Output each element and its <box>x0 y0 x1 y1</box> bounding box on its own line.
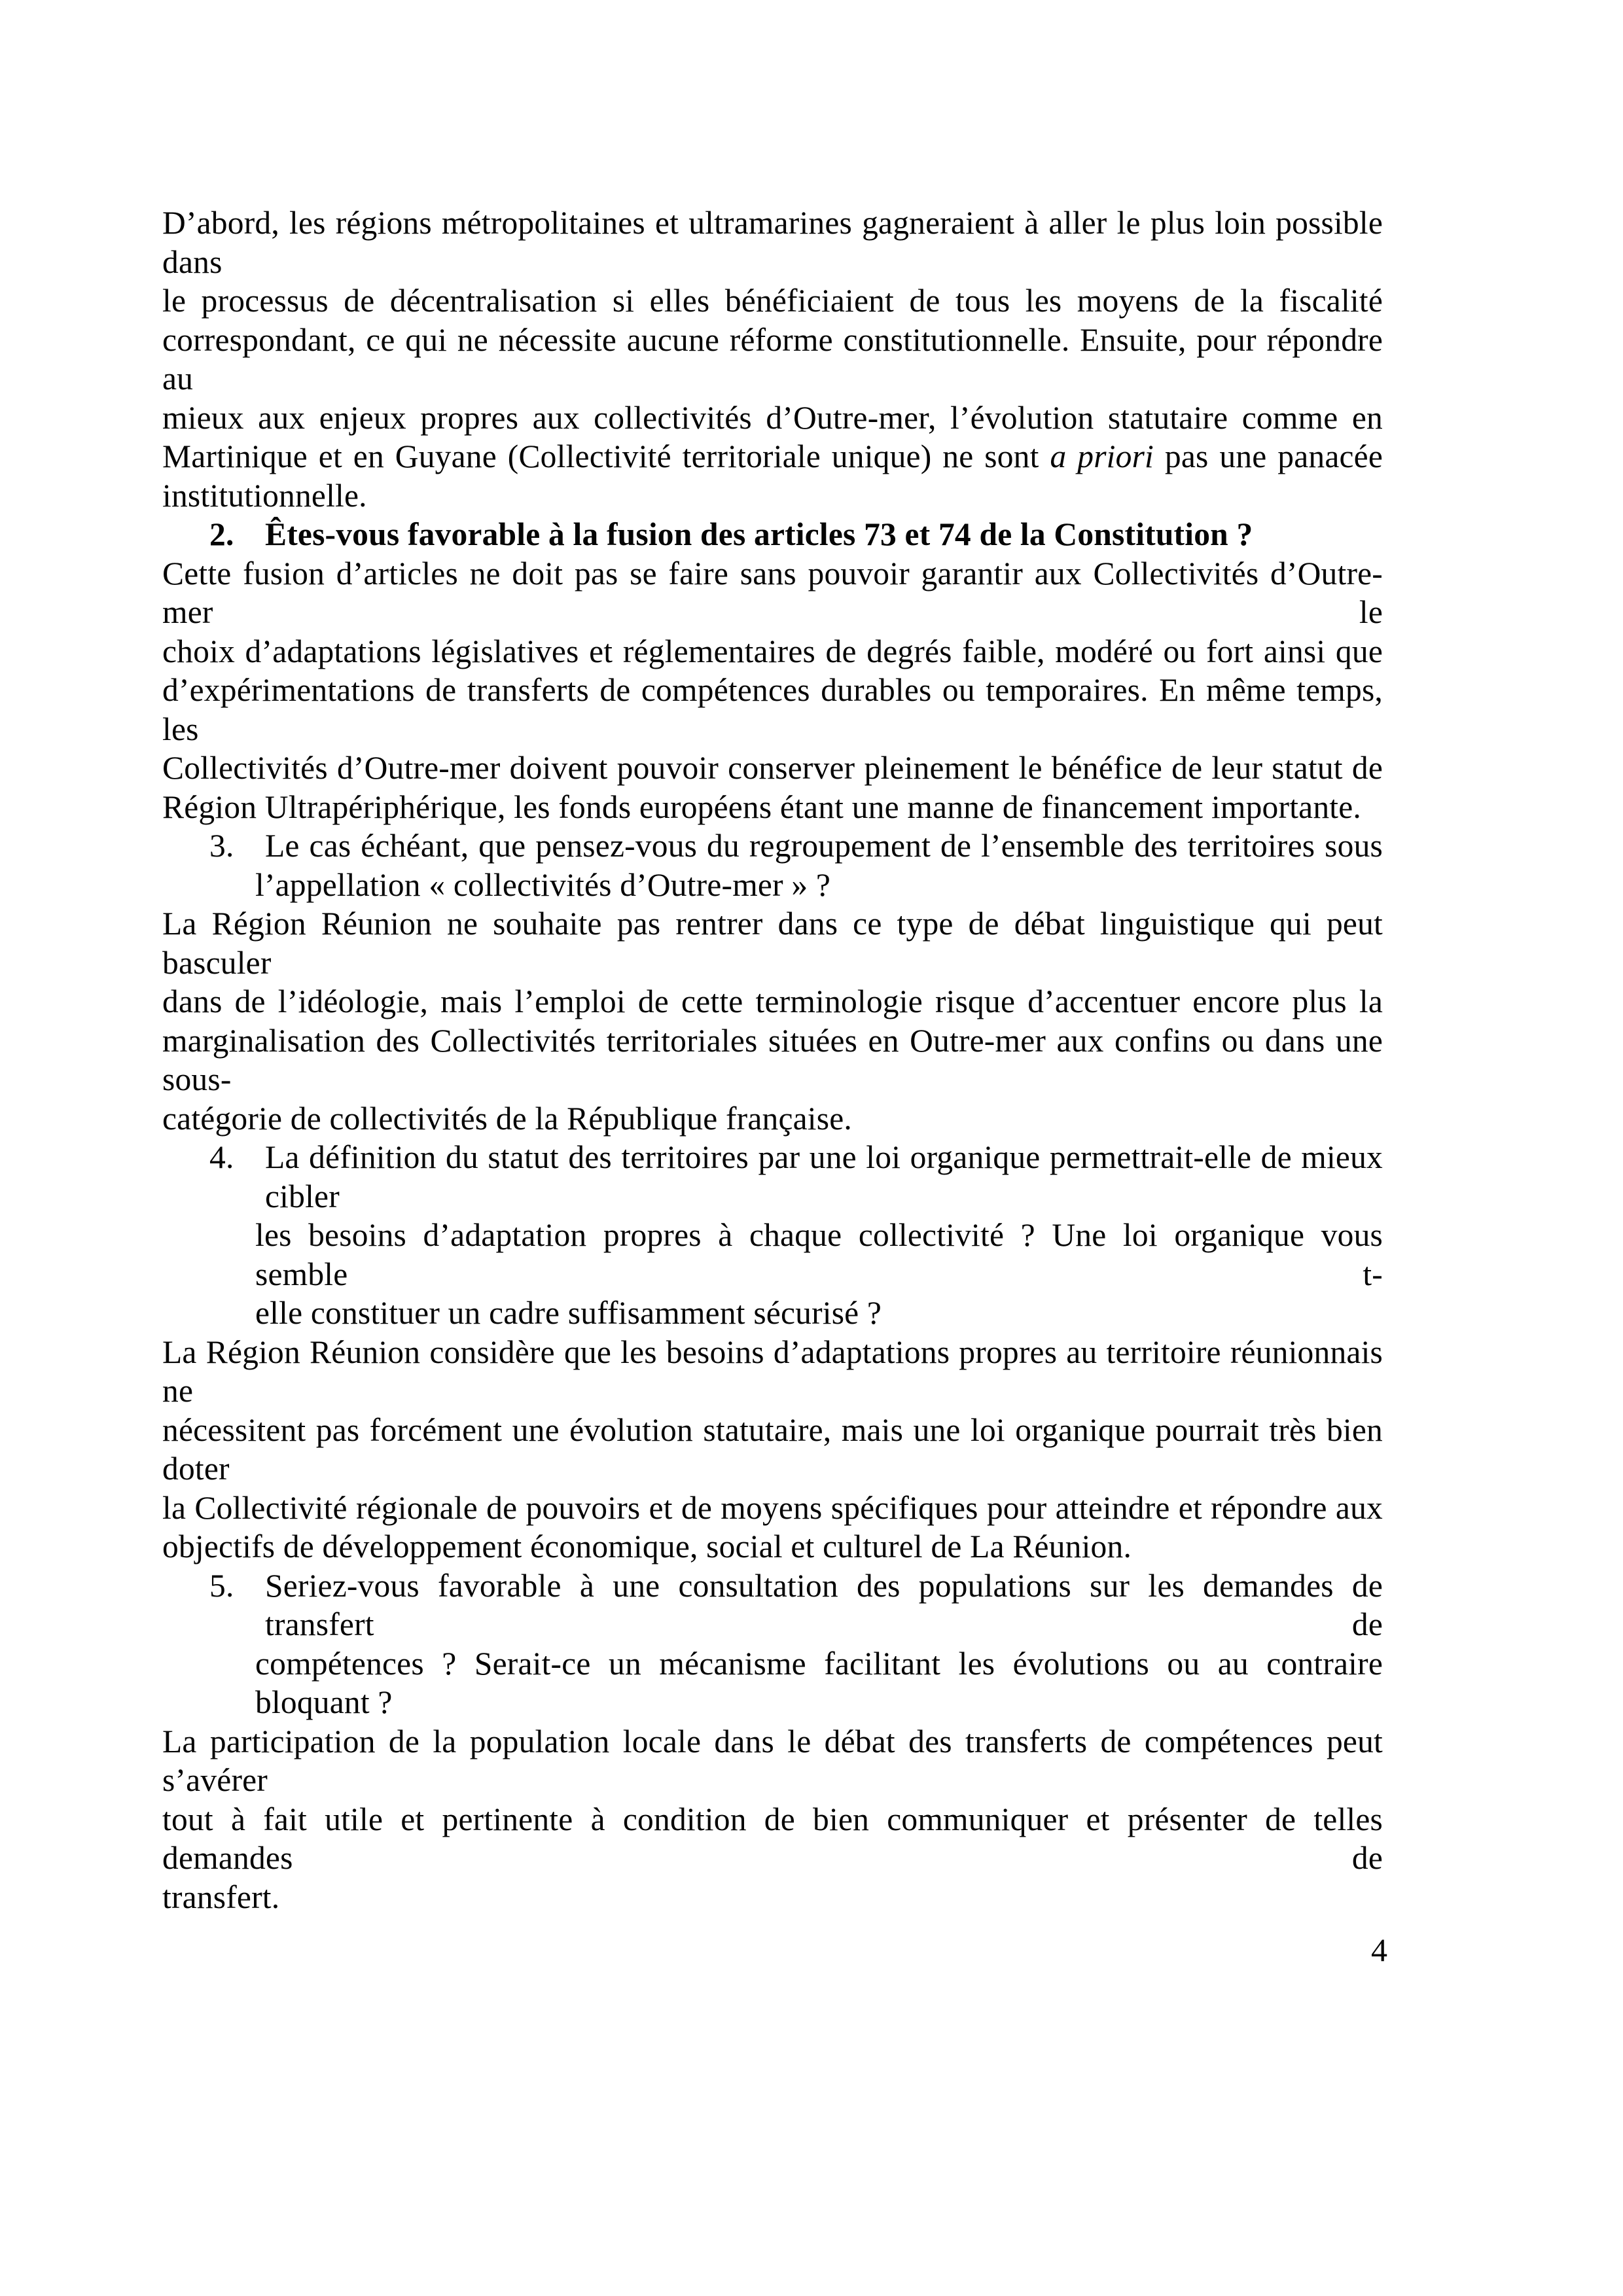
text-line: le processus de décentralisation si elles bénéficiaient de tous les moyens de la fiscalité <box>162 283 1383 319</box>
text-line: correspondant, ce qui ne nécessite aucune réforme constitutionnelle. Ensuite, pour répondre au <box>162 321 1383 397</box>
text-line: d’expérimentations de transferts de compétences durables ou temporaires. En même temps, les <box>162 672 1383 747</box>
list-number: 5. <box>209 1567 234 1604</box>
text-line: La Région Réunion ne souhaite pas rentrer dans ce type de débat linguistique qui peut basculer <box>162 906 1383 981</box>
document-text <box>162 203 1383 1916</box>
text-line <box>162 437 1383 476</box>
list-number: 4. <box>209 1139 234 1175</box>
text-line: La Région Réunion considère que les besoins d’adaptations propres au territoire réunionnais ne <box>162 1333 1383 1409</box>
text-line: La participation de la population locale dans le débat des transferts de compétences peut s’avérer <box>162 1723 1383 1798</box>
text-line: D’abord, les régions métropolitaines et ultramarines gagneraient à aller le plus loin possible dans <box>162 205 1383 280</box>
text-line: catégorie de collectivités de la République française. <box>162 1100 852 1137</box>
text-line: marginalisation des Collectivités territoriales situées en Outre-mer aux confins ou dans une sous- <box>162 1022 1383 1097</box>
question-5-line-1 <box>162 1566 1383 1644</box>
question-text: Seriez-vous favorable à une consultation des populations sur les demandes de transfert de <box>265 1567 1383 1642</box>
text-line: choix d’adaptations législatives et réglementaires de degrés faible, modéré ou fort ainsi que <box>162 633 1383 669</box>
text-line: Collectivités d’Outre-mer doivent pouvoir conserver pleinement le bénéfice de leur statut de <box>162 750 1383 786</box>
question-text: Êtes-vous favorable à la fusion des articles 73 et 74 de la Constitution ? <box>265 516 1253 552</box>
list-number: 2. <box>209 516 234 552</box>
italic-phrase: a priori <box>1050 438 1154 474</box>
text-line: transfert. <box>162 1879 280 1915</box>
text-line: nécessitent pas forcément une évolution statutaire, mais une loi organique pourrait très bien doter <box>162 1411 1383 1487</box>
question-text: Le cas échéant, que pensez-vous du regroupement de l’ensemble des territoires sous <box>265 828 1383 864</box>
question-3-line-1 <box>162 826 1383 866</box>
text-segment: Martinique et en Guyane (Collectivité territoriale unique) ne sont <box>162 438 1039 474</box>
question-4-line-2: les besoins d’adaptation propres à chaque collectivité ? Une loi organique vous semble t- <box>255 1217 1383 1292</box>
question-2-heading <box>162 515 1383 554</box>
text-line: Région Ultrapériphérique, les fonds européens étant une manne de financement importante. <box>162 788 1361 825</box>
text-line: mieux aux enjeux propres aux collectivités d’Outre-mer, l’évolution statutaire comme en <box>162 399 1383 436</box>
text-line: la Collectivité régionale de pouvoirs et de moyens spécifiques pour atteindre et répondre aux <box>162 1489 1383 1526</box>
list-number: 3. <box>209 828 234 864</box>
question-4-line-1 <box>162 1138 1383 1216</box>
page-number: 4 <box>1371 1932 1387 1968</box>
text-line: dans de l’idéologie, mais l’emploi de cette terminologie risque d’accentuer encore plus la <box>162 983 1383 1019</box>
question-4-line-3: elle constituer un cadre suffisamment sécurisé ? <box>255 1295 882 1331</box>
text-line: objectifs de développement économique, social et culturel de La Réunion. <box>162 1528 1132 1564</box>
question-text: La définition du statut des territoires par une loi organique permettrait-elle de mieux cibler <box>265 1139 1383 1214</box>
text-segment: pas une panacée <box>1164 438 1383 474</box>
question-3-line-2: l’appellation « collectivités d’Outre-mer » ? <box>255 866 831 903</box>
text-line: Cette fusion d’articles ne doit pas se faire sans pouvoir garantir aux Collectivités d’Outre-mer le <box>162 555 1383 630</box>
text-line: tout à fait utile et pertinente à condition de bien communiquer et présenter de telles demandes de <box>162 1801 1383 1876</box>
question-5-line-2: compétences ? Serait-ce un mécanisme facilitant les évolutions ou au contraire bloquant ? <box>255 1645 1383 1720</box>
text-line: institutionnelle. <box>162 477 367 514</box>
